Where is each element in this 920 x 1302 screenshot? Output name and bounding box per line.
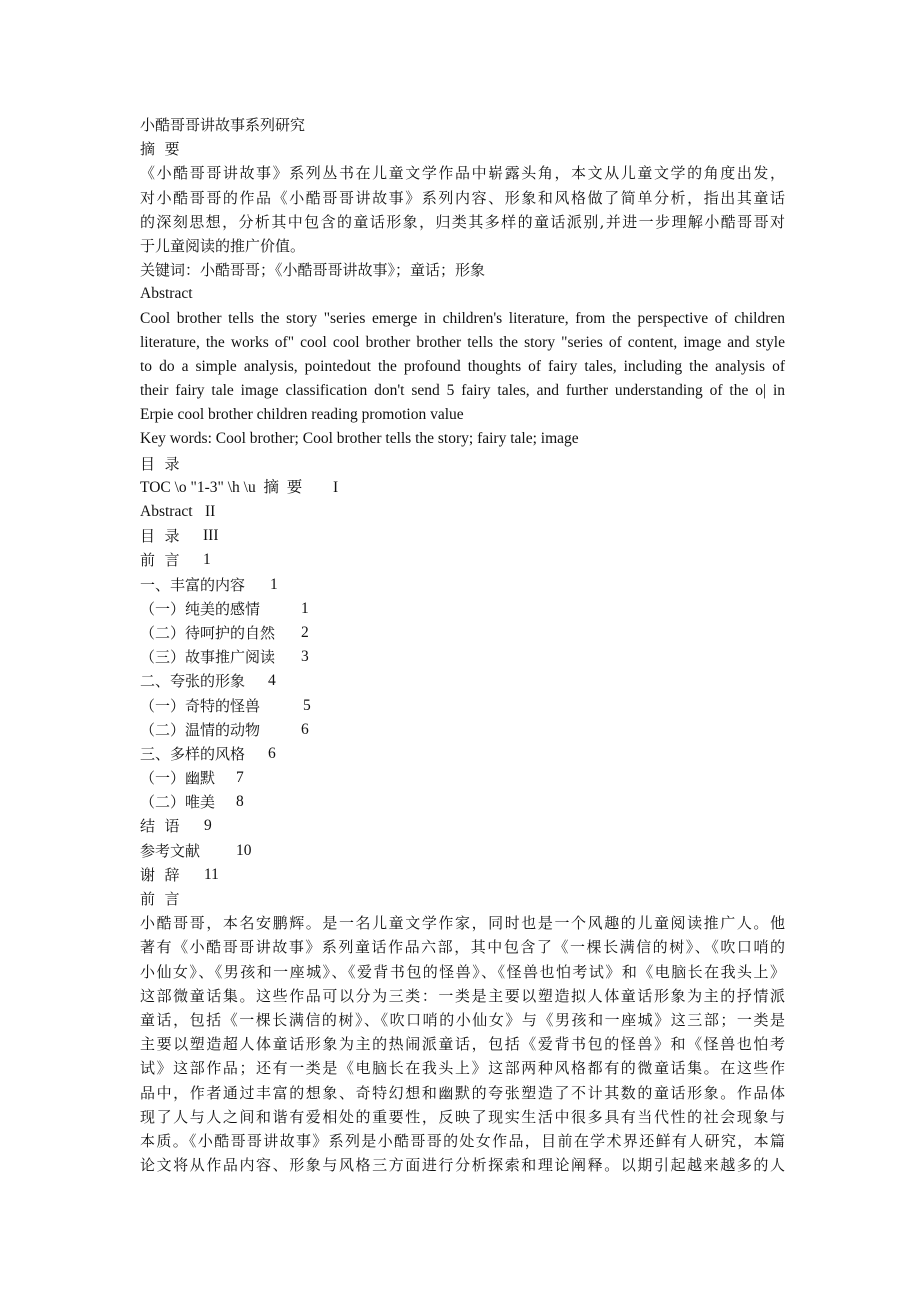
toc-page: 6 [268, 744, 276, 762]
toc-page: 2 [301, 623, 309, 641]
abstract-cn-body [140, 161, 785, 258]
toc-page: I [333, 478, 339, 496]
text-line: to do a simple analysis, pointedout the profound thoughts of fairy tales, including the analysis of [140, 357, 785, 375]
toc-label: （三）故事推广阅读 [140, 648, 276, 667]
toc-label: 目 录 [140, 527, 180, 546]
toc-label: 谢 辞 [140, 865, 180, 884]
toc-page: 6 [301, 720, 309, 738]
text-line: Cool brother tells the story "series emerge in children's literature, from the perspective of children [140, 309, 785, 327]
toc-entry[interactable] [140, 524, 785, 548]
toc-entry[interactable] [140, 766, 785, 790]
text-line: 对小酷哥哥的作品《小酷哥哥讲故事》系列内容、形象和风格做了简单分析，指出其童话 [140, 188, 785, 207]
toc-page: III [203, 527, 219, 545]
preface-heading: 前 言 [140, 890, 180, 908]
toc-page: 9 [204, 817, 212, 835]
text-line: 试》这部作品；还有一类是《电脑长在我头上》这部两种风格都有的微童话集。在这些作 [140, 1059, 785, 1078]
toc-entry[interactable] [140, 863, 785, 887]
text-line: 现了人与人之间和谐有爱相处的重要性，反映了现实生活中很多具有当代性的社会现象与 [140, 1107, 785, 1126]
toc-page: 1 [203, 551, 211, 569]
text-line: 本质。《小酷哥哥讲故事》系列是小酷哥哥的处女作品，目前在学术界还鲜有人研究，本篇 [140, 1131, 785, 1150]
text-line: 《小酷哥哥讲故事》系列丛书在儿童文学作品中崭露头角，本文从儿童文学的角度出发， [140, 164, 785, 183]
text-line: 的深刻思想，分析其中包含的童话形象，归类其多样的童话派别,并进一步理解小酷哥哥对 [140, 212, 785, 231]
text-line: 著有《小酷哥哥讲故事》系列童话作品六部，其中包含了《一棵长满信的树》、《吹口哨的 [140, 938, 785, 957]
text-line: 小酷哥哥，本名安鹏辉。是一名儿童文学作家，同时也是一个风趣的儿童阅读推广人。他 [140, 914, 785, 933]
abstract-cn-heading: 摘 要 [140, 140, 180, 159]
toc-entry[interactable] [140, 694, 785, 718]
toc-page: 5 [303, 696, 311, 714]
toc-label: 参考文献 [140, 841, 201, 860]
toc-page: II [205, 503, 216, 520]
document-title: 小酷哥哥讲故事系列研究 [140, 116, 306, 134]
toc-label: （二）唯美 [140, 793, 216, 812]
toc-heading: 目 录 [140, 454, 180, 473]
toc-label: （二）待呵护的自然 [140, 623, 276, 642]
text-line: 小仙女》、《男孩和一座城》、《爱背书包的怪兽》、《怪兽也怕考试》和《电脑长在我头上》 [140, 962, 785, 981]
keywords-en: Key words: Cool brother; Cool brother tells the story; fairy tale; image [140, 430, 579, 448]
toc-entry[interactable] [140, 839, 785, 863]
toc-label: 前 言 [140, 551, 180, 570]
toc-entry[interactable] [140, 790, 785, 814]
toc-label: 三、多样的风格 [140, 744, 246, 763]
abstract-en-heading: Abstract [140, 285, 193, 303]
toc-page: 7 [236, 769, 244, 787]
toc-label: （二）温情的动物 [140, 720, 261, 739]
toc-label: Abstract [140, 503, 193, 520]
text-line: Erpie cool brother children reading promotion value [140, 406, 464, 424]
toc-entry[interactable] [140, 742, 785, 766]
document-page [140, 113, 785, 1177]
toc-entry[interactable] [140, 573, 785, 597]
toc-entry[interactable] [140, 814, 785, 838]
toc-entry[interactable] [140, 718, 785, 742]
toc-page: 10 [236, 841, 252, 859]
toc-label: 一、丰富的内容 [140, 575, 246, 594]
toc-entry[interactable] [140, 597, 785, 621]
toc-page: 8 [236, 793, 244, 811]
toc-label: 结 语 [140, 817, 180, 836]
text-line: 这部微童话集。这些作品可以分为三类：一类是主要以塑造拟人体童话形象为主的抒情派 [140, 986, 785, 1005]
table-of-contents [140, 476, 785, 887]
toc-entry[interactable] [140, 621, 785, 645]
toc-label: TOC \o "1-3" \h \u 摘 要 [140, 478, 303, 496]
text-line: their fairy tale image classification don't send 5 fairy tales, and further understanding of the o| in [140, 382, 785, 400]
toc-page: 1 [301, 599, 309, 617]
toc-label: （一）奇特的怪兽 [140, 696, 261, 715]
toc-label: 二、夸张的形象 [140, 672, 246, 691]
text-line: 论文将从作品内容、形象与风格三方面进行分析探索和理论阐释。以期引起越来越多的人 [140, 1156, 785, 1175]
keywords-cn: 关键词：小酷哥哥；《小酷哥哥讲故事》；童话；形象 [140, 261, 486, 280]
toc-entry[interactable] [140, 645, 785, 669]
toc-entry[interactable] [140, 669, 785, 693]
toc-entry[interactable] [140, 500, 785, 524]
toc-entry[interactable] [140, 476, 785, 500]
toc-page: 11 [204, 865, 219, 883]
toc-entry[interactable] [140, 548, 785, 572]
toc-label: （一）纯美的感情 [140, 599, 261, 618]
toc-page: 4 [268, 672, 276, 690]
text-line: 童话，包括《一棵长满信的树》、《吹口哨的小仙女》与《男孩和一座城》这三部；一类是 [140, 1010, 785, 1029]
abstract-en-body [140, 307, 785, 428]
toc-page: 3 [301, 648, 309, 666]
toc-page: 1 [270, 575, 278, 593]
text-line: 品中，作者通过丰富的想象、奇特幻想和幽默的夸张塑造了不计其数的童话形象。作品体 [140, 1083, 785, 1102]
text-line: literature, the works of" cool cool brother brother tells the story "series of content, image and style [140, 333, 785, 351]
text-line: 主要以塑造超人体童话形象为主的热闹派童话，包括《爱背书包的怪兽》和《怪兽也怕考 [140, 1035, 785, 1054]
toc-label: （一）幽默 [140, 769, 216, 788]
preface-body [140, 911, 785, 1177]
text-line: 于儿童阅读的推广价值。 [140, 236, 306, 255]
